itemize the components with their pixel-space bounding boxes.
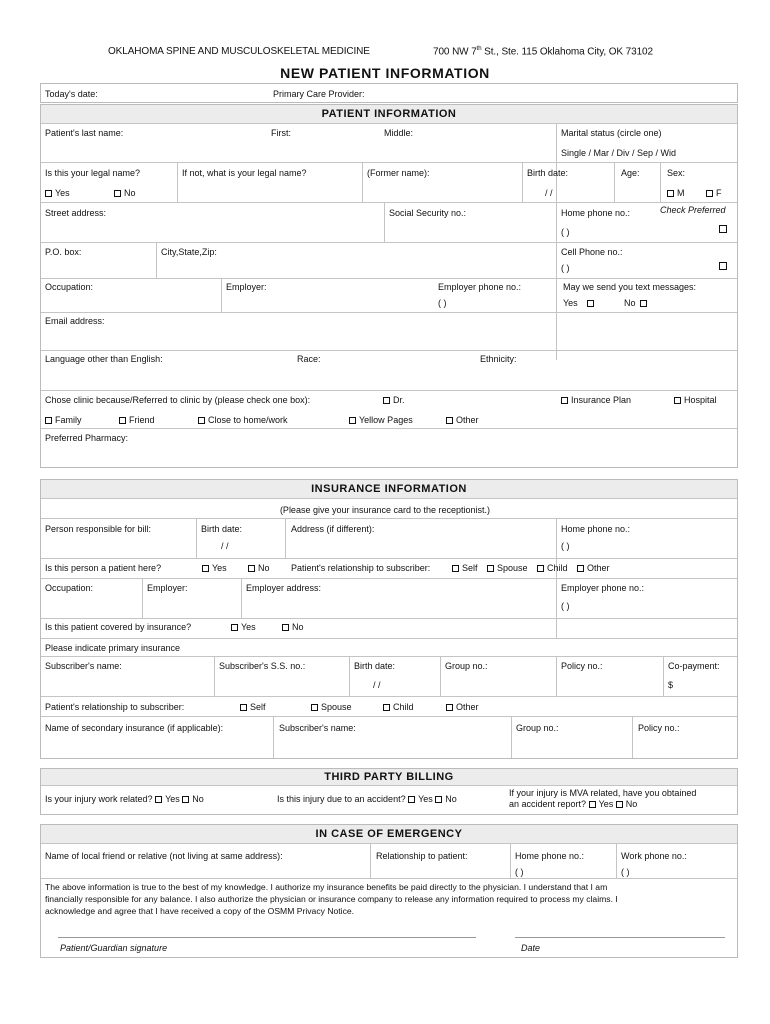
secondary-group-field[interactable]: Group no.: [516, 723, 559, 733]
subscriber-ssn-field[interactable]: Subscriber's S.S. no.: [219, 661, 306, 671]
checkbox-icon [155, 796, 162, 803]
race-field[interactable]: Race: [297, 354, 321, 364]
checkbox-icon [114, 190, 121, 197]
third-party-heading: THIRD PARTY BILLING [41, 769, 737, 786]
checkbox-icon [616, 801, 623, 808]
checkbox-icon [706, 190, 713, 197]
referral-yellow-pages-checkbox[interactable]: Yellow Pages [349, 415, 413, 425]
check-preferred-label: Check Preferred [660, 205, 726, 215]
emergency-relationship-field[interactable]: Relationship to patient: [376, 851, 468, 861]
checkbox-icon [248, 565, 255, 572]
marital-status-options[interactable]: Single / Mar / Div / Sep / Wid [561, 148, 677, 158]
checkbox-icon [45, 417, 52, 424]
signature-line[interactable] [58, 937, 476, 938]
covered-no-checkbox[interactable]: No [282, 622, 304, 632]
legal-name-field[interactable]: If not, what is your legal name? [182, 168, 307, 178]
patient-heading: PATIENT INFORMATION [41, 105, 737, 124]
cell-phone-field[interactable]: Cell Phone no.: [561, 247, 623, 257]
secondary-policy-field[interactable]: Policy no.: [638, 723, 680, 733]
insured-occupation-field[interactable]: Occupation: [45, 583, 94, 593]
emergency-home-phone-field[interactable]: Home phone no.: [515, 851, 585, 861]
secondary-subscriber-field[interactable]: Subscriber's name: [279, 723, 356, 733]
emergency-work-phone-field[interactable]: Work phone no.: [621, 851, 687, 861]
checkbox-icon [119, 417, 126, 424]
checkbox-icon [435, 796, 442, 803]
checkbox-icon [452, 565, 459, 572]
referral-dr-checkbox[interactable]: Dr. [383, 395, 405, 405]
checkbox-icon [182, 796, 189, 803]
checkbox-icon [446, 704, 453, 711]
patient-here-yes-checkbox[interactable]: Yes [202, 563, 227, 573]
emergency-home-phone-area: ( ) [515, 867, 524, 877]
emergency-heading: IN CASE OF EMERGENCY [41, 825, 737, 844]
referral-family-checkbox[interactable]: Family [45, 415, 82, 425]
checkbox-icon [408, 796, 415, 803]
referral-other-checkbox[interactable]: Other [446, 415, 479, 425]
street-address-field[interactable]: Street address: [45, 208, 107, 218]
checkbox-icon [349, 417, 356, 424]
subscriber-birth-date-field[interactable]: Birth date: [354, 661, 396, 671]
checkbox-icon [202, 565, 209, 572]
top-row [40, 83, 738, 103]
insured-employer-phone-area: ( ) [561, 601, 570, 611]
home-phone-preferred-checkbox[interactable] [719, 225, 727, 233]
todays-date-field[interactable]: Today's date: [45, 89, 98, 99]
po-box-field[interactable]: P.O. box: [45, 247, 82, 257]
checkbox-icon [561, 397, 568, 404]
insurance-heading: INSURANCE INFORMATION [41, 480, 737, 499]
practice-address: 700 NW 7th St., Ste. 115 Oklahoma City, OK 73102 [433, 46, 653, 58]
relationship-spouse-checkbox[interactable]: Spouse [487, 563, 528, 573]
legal-name-no-checkbox[interactable]: No [114, 188, 136, 198]
patient-here-no-checkbox[interactable]: No [248, 563, 270, 573]
checkbox-icon [240, 704, 247, 711]
middle-name-field[interactable]: Middle: [384, 128, 414, 138]
home-phone-area: ( ) [561, 227, 570, 237]
mva-question-line1: If your injury is MVA related, have you obtained [509, 788, 697, 798]
responsible-party-field[interactable]: Person responsible for bill: [45, 524, 152, 534]
insurance-section [40, 479, 738, 759]
email-field[interactable]: Email address: [45, 316, 105, 326]
checkbox-icon [667, 190, 674, 197]
referral-close-checkbox[interactable]: Close to home/work [198, 415, 288, 425]
authorization-statement-3: acknowledge and agree that I have received a copy of the OSMM Privacy Notice. [45, 906, 355, 916]
text-messages-question: May we send you text messages: [563, 282, 697, 292]
subscriber-birth-date-slashes: / / [373, 680, 381, 690]
former-name-field[interactable]: (Former name): [367, 168, 430, 178]
covered-question: Is this patient covered by insurance? [45, 622, 192, 632]
relationship2-spouse-checkbox[interactable]: Spouse [311, 702, 352, 712]
insured-employer-address-field[interactable]: Employer address: [246, 583, 322, 593]
referral-hospital-checkbox[interactable]: Hospital [674, 395, 717, 405]
referral-question: Chose clinic because/Referred to clinic by (please check one box): [45, 395, 311, 405]
sex-male-checkbox[interactable]: M [667, 188, 685, 198]
checkbox-icon [577, 565, 584, 572]
responsible-birth-date-field[interactable]: Birth date: [201, 524, 243, 534]
sex-label: Sex: [667, 168, 686, 178]
employer-field[interactable]: Employer: [226, 282, 267, 292]
accident-question[interactable]: Is this injury due to an accident? Yes No [277, 794, 457, 804]
date-line[interactable] [515, 937, 725, 938]
language-field[interactable]: Language other than English: [45, 354, 163, 364]
cell-phone-preferred-checkbox[interactable] [719, 262, 727, 270]
checkbox-icon [587, 300, 594, 307]
marital-status-label: Marital status (circle one) [561, 128, 662, 138]
checkbox-icon [198, 417, 205, 424]
ssn-field[interactable]: Social Security no.: [389, 208, 467, 218]
responsible-birth-date-slashes: / / [221, 541, 229, 551]
legal-name-yes-checkbox[interactable]: Yes [45, 188, 70, 198]
checkbox-icon [282, 624, 289, 631]
covered-yes-checkbox[interactable]: Yes [231, 622, 256, 632]
relationship-question: Patient's relationship to subscriber: [291, 563, 431, 573]
checkbox-icon [383, 704, 390, 711]
city-state-zip-field[interactable]: City,State,Zip: [161, 247, 217, 257]
practice-name: OKLAHOMA SPINE AND MUSCULOSKELETAL MEDICINE [108, 46, 370, 57]
work-related-question[interactable]: Is your injury work related? Yes No [45, 794, 204, 804]
checkbox-icon [45, 190, 52, 197]
cell-phone-area: ( ) [561, 263, 570, 273]
relationship-other-checkbox[interactable]: Other [577, 563, 610, 573]
authorization-statement-2: financially responsible for any balance. I also authorize the physician or insurance company to release any information required to process my claims. I [45, 894, 618, 904]
text-yes-checkbox[interactable]: Yes [563, 298, 597, 308]
employer-phone-field[interactable]: Employer phone no.: [438, 282, 522, 292]
primary-insurance-label: Please indicate primary insurance [45, 643, 181, 653]
relationship-child-checkbox[interactable]: Child [537, 563, 568, 573]
copay-field[interactable]: Co-payment: [668, 661, 720, 671]
sex-female-checkbox[interactable]: F [706, 188, 722, 198]
responsible-home-phone-field[interactable]: Home phone no.: [561, 524, 631, 534]
responsible-phone-area: ( ) [561, 541, 570, 551]
occupation-field[interactable]: Occupation: [45, 282, 94, 292]
relationship2-question: Patient's relationship to subscriber: [45, 702, 185, 712]
ethnicity-field[interactable]: Ethnicity: [480, 354, 517, 364]
group-number-field[interactable]: Group no.: [445, 661, 488, 671]
home-phone-field[interactable]: Home phone no.: [561, 208, 631, 218]
first-name-field[interactable]: First: [271, 128, 291, 138]
checkbox-icon [487, 565, 494, 572]
insured-employer-field[interactable]: Employer: [147, 583, 188, 593]
checkbox-icon [311, 704, 318, 711]
text-no-checkbox[interactable]: No [624, 298, 650, 308]
pharmacy-field[interactable]: Preferred Pharmacy: [45, 433, 129, 443]
checkbox-icon [383, 397, 390, 404]
subscriber-name-field[interactable]: Subscriber's name: [45, 661, 122, 671]
patient-here-question: Is this person a patient here? [45, 563, 162, 573]
last-name-field[interactable]: Patient's last name: [45, 128, 124, 138]
mva-question-line2[interactable]: an accident report? Yes No [509, 799, 638, 809]
relationship2-self-checkbox[interactable]: Self [240, 702, 266, 712]
employer-phone-area: ( ) [438, 298, 447, 308]
authorization-statement-1: The above information is true to the best of my knowledge. I authorize my insurance benefits be paid directly to the physician. I understand that I am [45, 882, 608, 892]
relationship-self-checkbox[interactable]: Self [452, 563, 478, 573]
checkbox-icon [537, 565, 544, 572]
policy-number-field[interactable]: Policy no.: [561, 661, 603, 671]
checkbox-icon [446, 417, 453, 424]
legal-name-question: Is this your legal name? [45, 168, 141, 178]
birth-date-slashes: / / [545, 188, 553, 198]
checkbox-icon [674, 397, 681, 404]
insurance-note: (Please give your insurance card to the receptionist.) [279, 505, 491, 515]
age-field[interactable]: Age: [621, 168, 640, 178]
birth-date-field[interactable]: Birth date: [527, 168, 569, 178]
checkbox-icon [640, 300, 647, 307]
signature-label: Patient/Guardian signature [60, 943, 168, 953]
checkbox-icon [589, 801, 596, 808]
date-label: Date [521, 943, 541, 953]
pcp-field[interactable]: Primary Care Provider: [273, 89, 365, 99]
relationship2-child-checkbox[interactable]: Child [383, 702, 414, 712]
secondary-insurance-field[interactable]: Name of secondary insurance (if applicable): [45, 723, 224, 733]
page-title: NEW PATIENT INFORMATION [280, 65, 490, 81]
emergency-contact-field[interactable]: Name of local friend or relative (not living at same address): [45, 851, 283, 861]
copay-dollar: $ [668, 680, 674, 690]
referral-insurance-checkbox[interactable]: Insurance Plan [561, 395, 631, 405]
emergency-work-phone-area: ( ) [621, 867, 630, 877]
referral-friend-checkbox[interactable]: Friend [119, 415, 155, 425]
checkbox-icon [231, 624, 238, 631]
responsible-address-field[interactable]: Address (if different): [291, 524, 375, 534]
insured-employer-phone-field[interactable]: Employer phone no.: [561, 583, 645, 593]
relationship2-other-checkbox[interactable]: Other [446, 702, 479, 712]
